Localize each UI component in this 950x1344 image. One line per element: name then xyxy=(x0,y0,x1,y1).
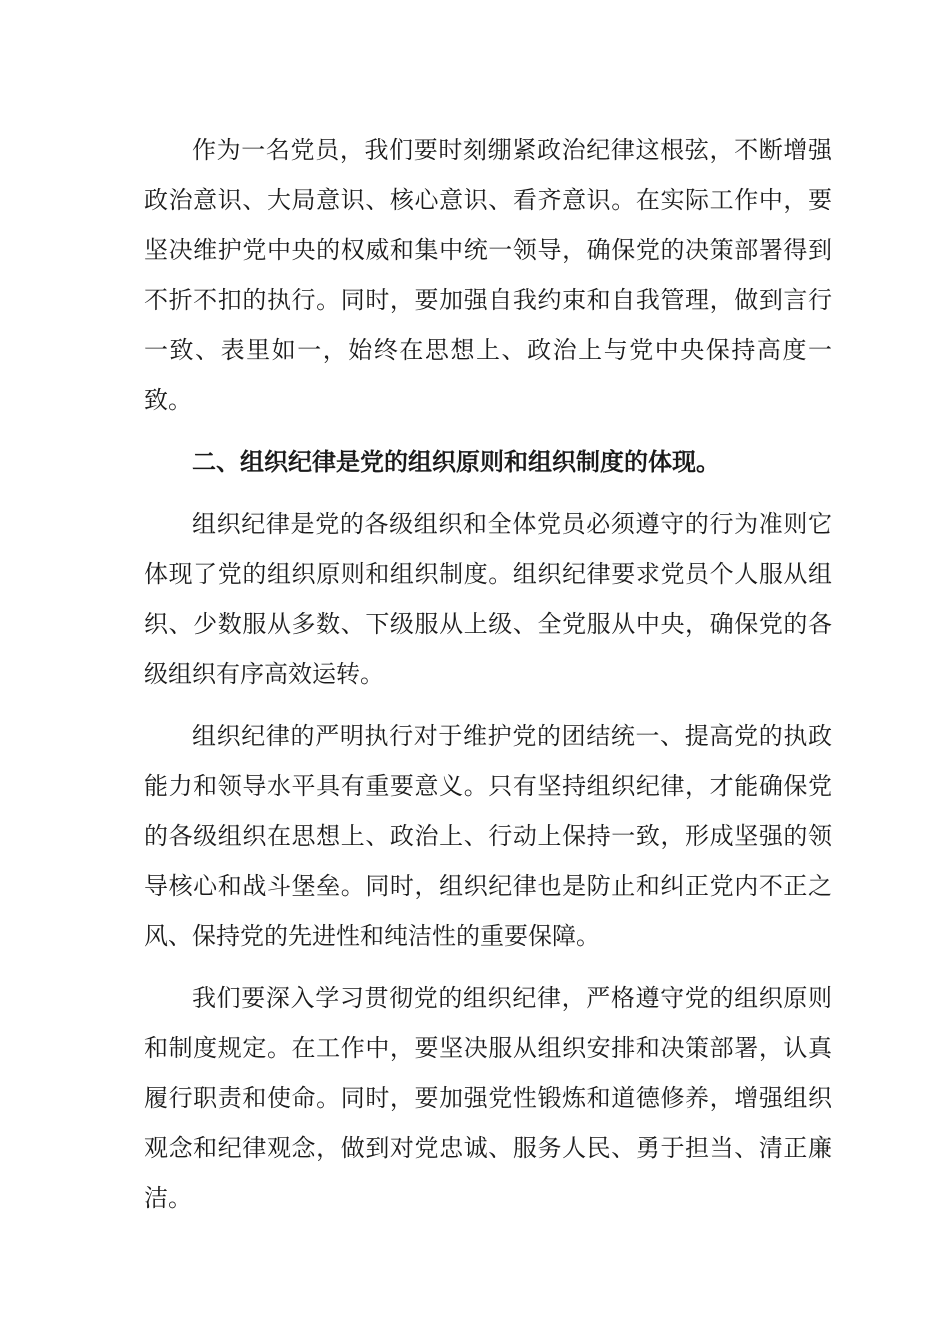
section-heading: 二、组织纪律是党的组织原则和组织制度的体现。 xyxy=(192,448,720,476)
body-paragraph-2: 组织纪律是党的各级组织和全体党员必须遵守的行为准则它体现了党的组织原则和组织制度。组织纪律要求党员个人服从组织、少数服从多数、下级服从上级、全党服从中央，确保党的各级组织有序高效运转。 xyxy=(144,510,832,688)
body-paragraph-1: 作为一名党员，我们要时刻绷紧政治纪律这根弦，不断增强政治意识、大局意识、核心意识、看齐意识。在实际工作中，要坚决维护党中央的权威和集中统一领导，确保党的决策部署得到不折不扣的执行。同时，要加强自我约束和自我管理，做到言行一致、表里如一，始终在思想上、政治上与党中央保持高度一致。 xyxy=(144,136,832,414)
body-paragraph-4: 我们要深入学习贯彻党的组织纪律，严格遵守党的组织原则和制度规定。在工作中，要坚决服从组织安排和决策部署，认真履行职责和使命。同时，要加强党性锻炼和道德修养，增强组织观念和纪律观念，做到对党忠诚、服务人民、勇于担当、清正廉洁。 xyxy=(144,984,832,1212)
document-page xyxy=(144,125,832,1223)
body-paragraph-3: 组织纪律的严明执行对于维护党的团结统一、提高党的执政能力和领导水平具有重要意义。只有坚持组织纪律，才能确保党的各级组织在思想上、政治上、行动上保持一致，形成坚强的领导核心和战斗堡垒。同时，组织纪律也是防止和纠正党内不正之风、保持党的先进性和纯洁性的重要保障。 xyxy=(144,722,832,950)
